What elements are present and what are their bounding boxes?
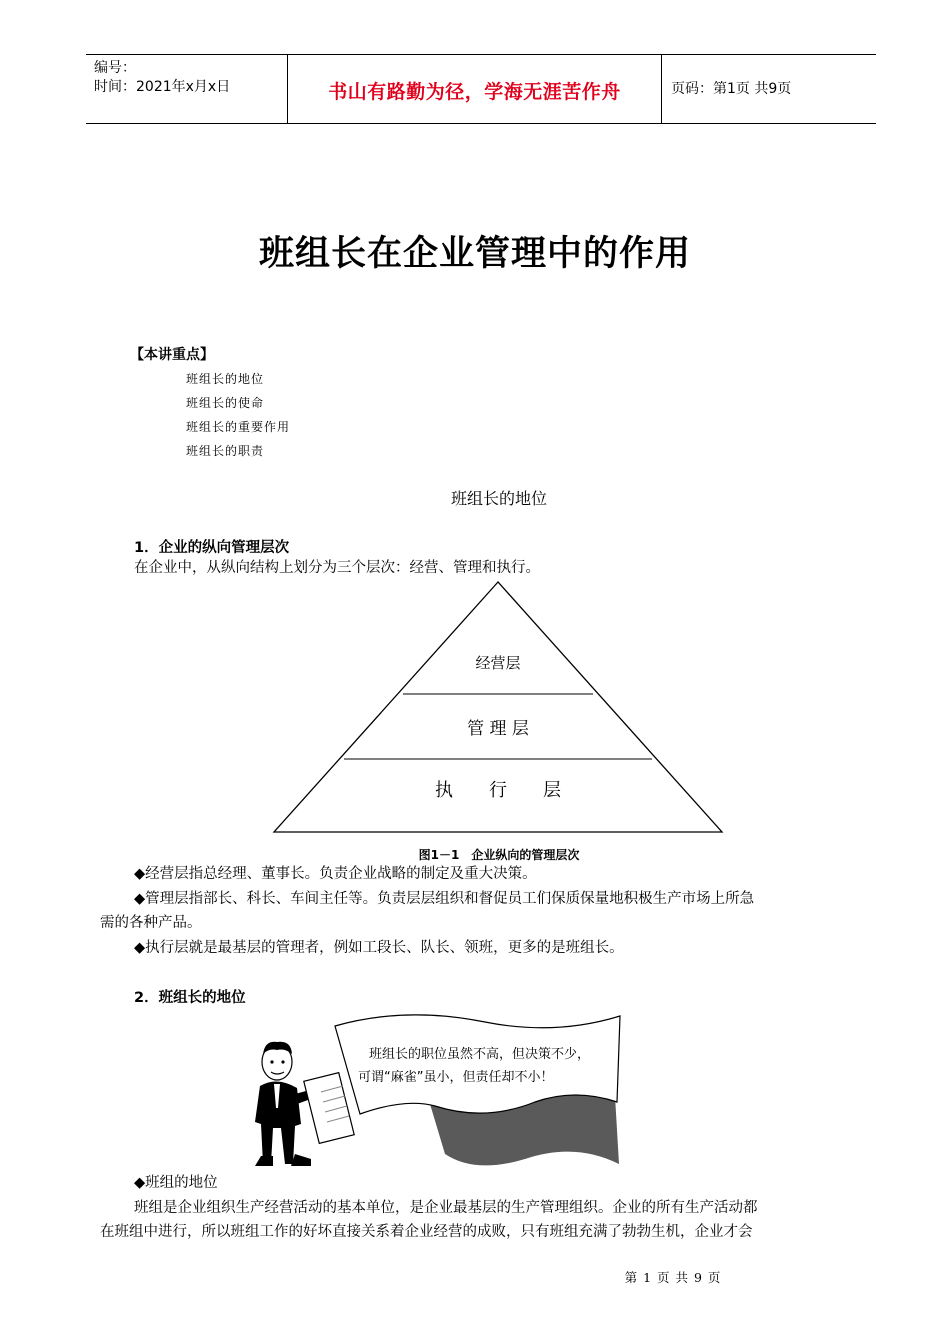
header-meta-cell (86, 55, 287, 123)
man-figure (255, 1042, 354, 1166)
section-heading-1: 1．企业的纵向管理层次 (134, 540, 290, 556)
section-heading-2: 2．班组长的地位 (134, 990, 246, 1006)
footer-page-info: 第 1 页 共 9 页 (624, 1270, 722, 1285)
section-intro: 在企业中，从纵向结构上划分为三个层次：经营、管理和执行。 (134, 560, 540, 576)
bullet-paragraph: ◆经营层指总经理、董事长。负责企业战略的制定及重大决策。 (134, 866, 537, 882)
doc-time: 时间：2021年x月x日 (94, 79, 231, 95)
layer-label-management-top: 经营层 (475, 654, 521, 672)
banner-illustration (255, 1004, 635, 1174)
layer-label-execution: 执 行 层 (435, 780, 561, 801)
bullet-paragraph-cont: 需的各种产品。 (100, 915, 202, 931)
key-point-item: 班组长的职责 (186, 444, 265, 458)
key-point-item: 班组长的重要作用 (186, 420, 291, 434)
header-page-cell (661, 55, 876, 123)
key-point-item: 班组长的使命 (186, 396, 265, 410)
motto: 书山有路勤为径，学海无涯苦作舟 (328, 81, 621, 103)
bullet-paragraph: ◆管理层指部长、科长、车间主任等。负责层层组织和督促员工们保质保量地积极生产市场上所急 (134, 891, 755, 907)
header-motto-cell (287, 55, 662, 123)
bullet-paragraph: ◆执行层就是最基层的管理者，例如工段长、队长、领班，更多的是班组长。 (134, 940, 624, 956)
page-title: 班组长在企业管理中的作用 (258, 234, 691, 274)
banner-text-line2: 可谓“麻雀”虽小，但责任却不小！ (358, 1070, 554, 1085)
section-title: 班组长的地位 (450, 489, 547, 508)
pyramid-diagram (272, 580, 724, 836)
layer-label-management-mid: 管 理 层 (467, 719, 529, 739)
page-code: 页码：第1页 共9页 (671, 81, 792, 97)
key-point-item: 班组长的地位 (186, 372, 265, 386)
header-table (86, 54, 876, 124)
body-paragraph: 班组是企业组织生产经营活动的基本单位，是企业最基层的生产管理组织。企业的所有生产活动都 (134, 1200, 758, 1216)
body-paragraph-cont: 在班组中进行，所以班组工作的好坏直接关系着企业经营的成败，只有班组充满了勃勃生机，企业才会 (100, 1224, 753, 1240)
doc-number: 编号： (94, 60, 136, 76)
key-points-heading: 【本讲重点】 (130, 347, 214, 363)
banner-text-line1: 班组长的职位虽然不高，但决策不少， (369, 1047, 591, 1062)
sub-heading: ◆班组的地位 (134, 1175, 218, 1191)
figure-caption: 图1－1 企业纵向的管理层次 (418, 848, 580, 862)
